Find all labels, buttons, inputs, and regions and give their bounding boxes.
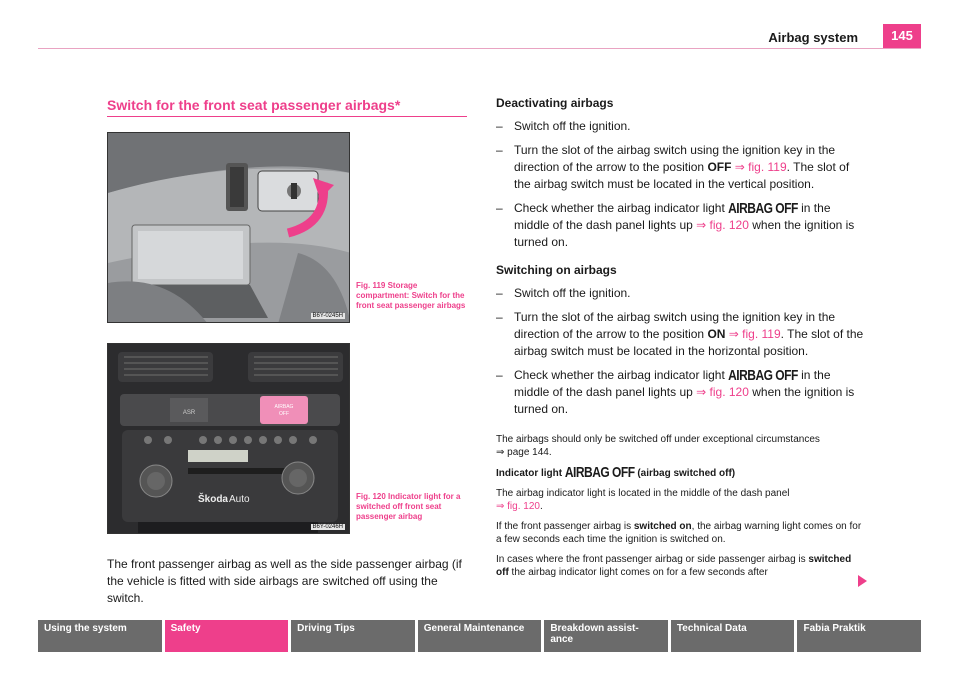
figure-120-image	[107, 343, 350, 534]
brand-logo-a: Škoda	[197, 494, 228, 505]
glovebox-illustration	[108, 133, 350, 323]
step: – Turn the slot of the airbag switch using the ignition key in the direction of the arrow to the position ON ⇒ fig. 119. The slot of the airbag switch must be located in the horizontal position.	[496, 310, 864, 358]
fig-120-link[interactable]: ⇒ fig. 120	[696, 218, 749, 232]
note-location: The airbag indicator light is located in the middle of the dash panel ⇒ fig. 120.	[496, 488, 790, 512]
step: – Check whether the airbag indicator light AIRBAG OFF in the middle of the dash panel lights up ⇒ fig. 120 when the ignition is turned on.	[496, 366, 855, 416]
intro-paragraph: The front passenger airbag as well as the side passenger airbag (if the vehicle is fitted with side airbags are switched off using the switch.	[107, 557, 462, 605]
figure-code: B6Y-0246H	[312, 524, 343, 530]
footer-nav	[38, 620, 921, 652]
page-number: 145	[883, 24, 921, 48]
airbag-off-indicator-icon: AIRBAG OFF	[728, 199, 798, 217]
switching-on-heading: Switching on airbags	[496, 263, 617, 277]
fig-120-link[interactable]: ⇒ fig. 120	[496, 501, 540, 512]
section-rule	[107, 116, 467, 117]
figure-code: B6Y-0245H	[312, 313, 343, 319]
fig-119-link[interactable]: ⇒ fig. 119	[734, 160, 787, 174]
step: – Switch off the ignition.	[496, 286, 631, 300]
instructions-column	[496, 96, 866, 586]
nav-tab-technical-data[interactable]: Technical Data	[671, 620, 795, 652]
nav-tab-fabia-praktik[interactable]: Fabia Praktik	[797, 620, 921, 652]
note-exceptional: The airbags should only be switched off under exceptional circumstances ⇒ page 144.	[496, 434, 820, 458]
off-label: OFF	[279, 411, 289, 417]
nav-tab-driving-tips[interactable]: Driving Tips	[291, 620, 415, 652]
figure-119-caption: Fig. 119 Storage compartment: Switch for the front seat passenger airbags	[356, 281, 466, 310]
step: – Switch off the ignition.	[496, 119, 631, 133]
dash-panel-illustration	[108, 344, 350, 534]
brand-logo-b: Auto	[229, 494, 250, 505]
fig-119-link[interactable]: ⇒ fig. 119	[728, 327, 781, 341]
header-rule	[38, 48, 921, 49]
fig-120-link[interactable]: ⇒ fig. 120	[696, 385, 749, 399]
step: – Turn the slot of the airbag switch using the ignition key in the direction of the arrow to the position OFF ⇒ fig. 119. The slot of the airbag switch must be located in the vertical position.	[496, 143, 850, 191]
section-title: Switch for the front seat passenger airbags*	[107, 97, 401, 113]
step: – Check whether the airbag indicator light AIRBAG OFF in the middle of the dash panel lights up ⇒ fig. 120 when the ignition is turned on.	[496, 199, 855, 249]
figure-119-image	[107, 132, 350, 323]
figure-120-caption: Fig. 120 Indicator light for a switched off front seat passenger airbag	[356, 492, 461, 521]
airbag-off-indicator-icon: AIRBAG OFF	[564, 463, 635, 481]
asr-label: ASR	[182, 410, 196, 416]
airbag-off-indicator-icon: AIRBAG OFF	[728, 366, 798, 384]
next-page-arrow-icon[interactable]	[858, 575, 867, 587]
deactivating-heading: Deactivating airbags	[496, 96, 614, 110]
nav-tab-general-maintenance[interactable]: General Maintenance	[418, 620, 542, 652]
nav-tab-safety[interactable]: Safety	[165, 620, 289, 652]
note-switched-off: In cases where the front passenger airbag or side passenger airbag is switched off the airbag indicator light comes on for a few seconds after	[496, 554, 852, 578]
airbag-label: AIRBAG	[274, 404, 294, 410]
note-indicator-heading: Indicator light AIRBAG OFF (airbag switched off)	[496, 463, 736, 481]
note-switched-on: If the front passenger airbag is switched on, the airbag warning light comes on for a few seconds each time the ignition is switched on.	[496, 521, 862, 545]
nav-tab-using-the-system[interactable]: Using the system	[38, 620, 162, 652]
running-header-title: Airbag system	[768, 30, 858, 45]
nav-tab-breakdown-assistance[interactable]: Breakdown assist- ance	[544, 620, 668, 652]
